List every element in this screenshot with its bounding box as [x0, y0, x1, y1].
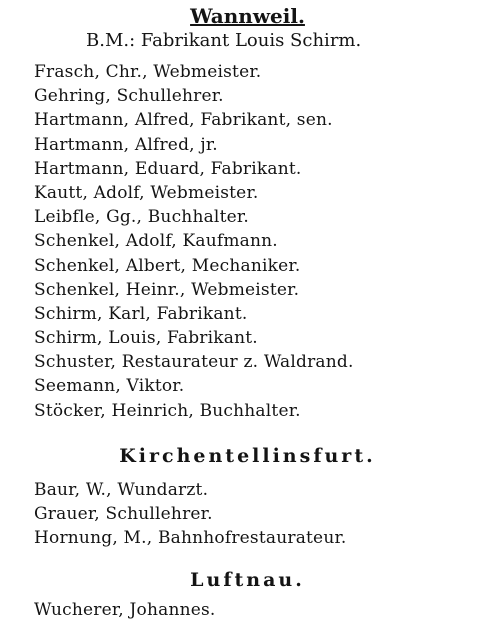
section-title-wannweil: Wannweil.	[190, 4, 305, 28]
mayor-line: B.M.: Fabrikant Louis Schirm.	[86, 30, 362, 51]
list-item: Leibfle, Gg., Buchhalter.	[34, 207, 249, 228]
list-item: Gehring, Schullehrer.	[34, 86, 224, 107]
list-item: Kautt, Adolf, Webmeister.	[34, 182, 259, 203]
list-item: Grauer, Schullehrer.	[34, 504, 213, 525]
list-item: Hartmann, Alfred, jr.	[34, 134, 218, 155]
list-item: Hartmann, Alfred, Fabrikant, sen.	[34, 110, 333, 131]
entry-list-kirchentellinsfurt	[34, 478, 347, 551]
list-item: Schenkel, Heinr., Webmeister.	[34, 279, 300, 300]
entry-list-wannweil	[34, 60, 354, 423]
list-item: Schuster, Restaurateur z. Waldrand.	[34, 352, 354, 373]
list-item: Schirm, Louis, Fabrikant.	[34, 328, 258, 349]
list-item: Schenkel, Adolf, Kaufmann.	[34, 231, 278, 252]
section-title-kirchentellinsfurt: Kirchentellinsfurt.	[119, 445, 376, 467]
list-item: Stöcker, Heinrich, Buchhalter.	[34, 400, 301, 421]
list-item: Seemann, Viktor.	[34, 376, 185, 397]
section-title-luftnau: Luftnau.	[190, 569, 305, 591]
list-item: Schenkel, Albert, Mechaniker.	[34, 255, 301, 276]
list-item: Frasch, Chr., Webmeister.	[34, 62, 262, 82]
list-item: Schirm, Karl, Fabrikant.	[34, 303, 248, 324]
list-item: Wucherer, Johannes.	[34, 600, 216, 620]
list-item: Baur, W., Wundarzt.	[34, 480, 209, 500]
entry-list-luftnau	[34, 598, 216, 622]
list-item: Hornung, M., Bahnhofrestaurateur.	[34, 528, 347, 549]
list-item: Hartmann, Eduard, Fabrikant.	[34, 158, 302, 179]
